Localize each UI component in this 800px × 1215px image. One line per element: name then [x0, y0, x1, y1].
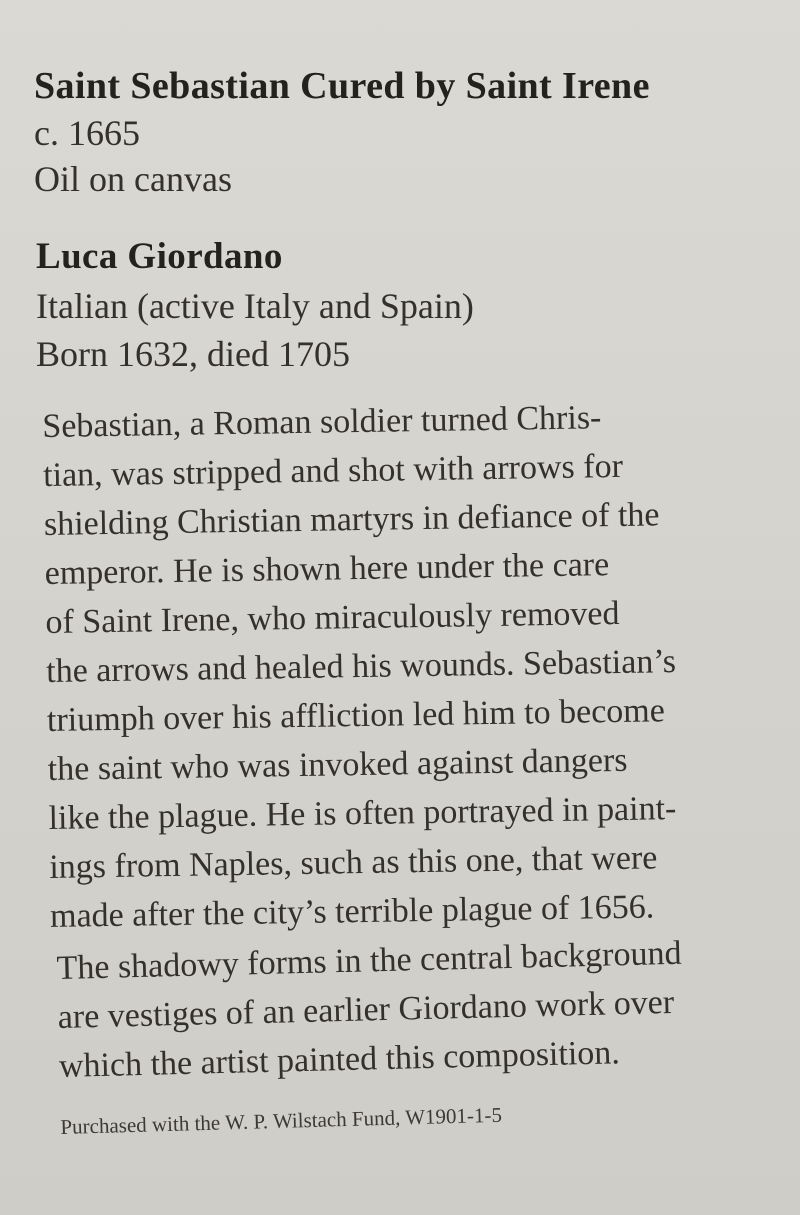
description-line: shielding Christian martyrs in defiance of the — [43, 496, 660, 543]
description-paragraph-1 — [42, 390, 800, 941]
description-line: which the artist painted this composition. — [58, 1034, 621, 1085]
description-line: The shadowy forms in the central background — [56, 934, 682, 987]
artwork-title: Saint Sebastian Cured by Saint Irene — [34, 65, 650, 107]
description-text — [42, 390, 800, 941]
description-line: triumph over his affliction led him to become — [46, 692, 666, 739]
artist-lifespan: Born 1632, died 1705 — [36, 334, 350, 374]
artist-info — [36, 232, 776, 378]
description-line: tian, was stripped and shot with arrows for — [42, 447, 624, 494]
description-line: ings from Naples, such as this one, that were — [49, 839, 658, 886]
credit-line: Purchased with the W. P. Wilstach Fund, W1901-1-5 — [60, 1102, 503, 1139]
description-line: the arrows and healed his wounds. Sebastian’s — [45, 643, 677, 690]
artwork-medium: Oil on canvas — [34, 159, 232, 199]
artist-nationality: Italian (active Italy and Spain) — [36, 286, 474, 326]
artwork-info — [34, 62, 774, 202]
description-line: the saint who was invoked against dangers — [47, 741, 628, 788]
description-line: of Saint Irene, who miraculously removed — [45, 594, 620, 641]
description-line: like the plague. He is often portrayed in paint- — [48, 790, 677, 837]
artwork-date: c. 1665 — [34, 113, 140, 153]
description-line: emperor. He is shown here under the care — [44, 546, 610, 592]
artist-name: Luca Giordano — [36, 236, 283, 277]
description-note — [56, 926, 799, 1091]
description-paragraph-2 — [56, 926, 799, 1091]
description-line: Sebastian, a Roman soldier turned Chris- — [42, 399, 602, 445]
description-line: are vestiges of an earlier Giordano work over — [57, 983, 675, 1036]
description-line: made after the city’s terrible plague of 1656. — [49, 888, 655, 935]
